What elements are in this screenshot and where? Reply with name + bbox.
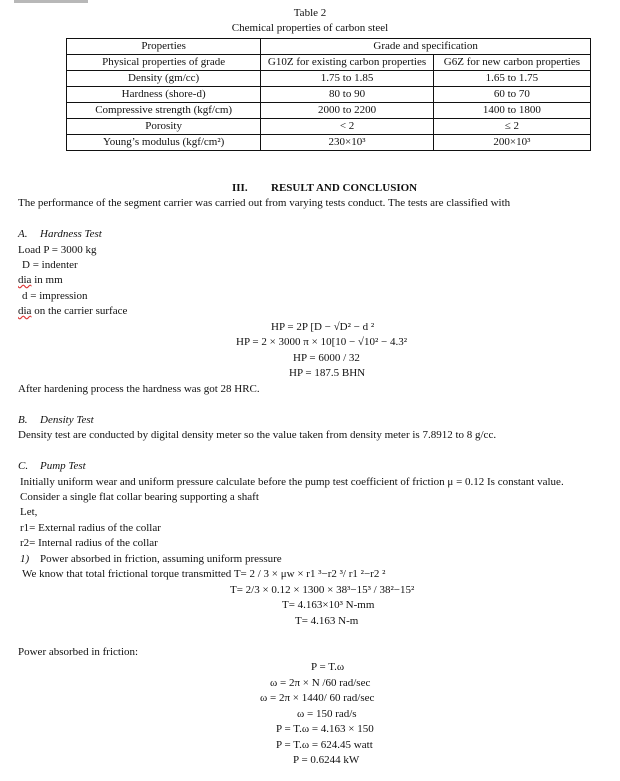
table-header-row xyxy=(67,39,591,55)
row-existing: 2000 to 2200 xyxy=(261,103,434,119)
dia-word: dia xyxy=(18,305,32,317)
hardness-line-mm xyxy=(18,273,63,289)
hardness-formula-1: HP = 2P [D − √D² − d ² xyxy=(271,321,375,333)
pump-sub-number: 1) xyxy=(20,553,30,565)
table-row xyxy=(67,103,591,119)
row-existing: 230×10³ xyxy=(261,135,434,151)
power-line-2: ω = 2π × N /60 rad/sec xyxy=(270,677,371,689)
row-new: 1400 to 1800 xyxy=(433,103,590,119)
properties-table xyxy=(66,38,591,151)
subheader-label: Physical properties of grade xyxy=(67,55,261,71)
power-label: Power absorbed in friction: xyxy=(18,646,139,658)
hardness-line-indenter: D = indenter xyxy=(22,259,78,271)
hardness-line-load: Load P = 3000 kg xyxy=(18,244,97,256)
hardness-line-surface-text: on the carrier surface xyxy=(34,305,128,317)
table-subheader-row xyxy=(67,55,591,71)
row-existing: 1.75 to 1.85 xyxy=(261,71,434,87)
hardness-line-impression: d = impression xyxy=(22,290,88,302)
subheader-new: G6Z for new carbon properties xyxy=(433,55,590,71)
density-heading: Density Test xyxy=(40,414,94,426)
row-new: ≤ 2 xyxy=(433,119,590,135)
row-property: Porosity xyxy=(67,119,261,135)
power-line-3: ω = 2π × 1440/ 60 rad/sec xyxy=(260,692,375,704)
hardness-formula-2: HP = 2 × 3000 π × 10[10 − √10² − 4.3² xyxy=(236,336,408,348)
pump-r2: r2= Internal radius of the collar xyxy=(20,537,158,549)
table-number: Table 2 xyxy=(293,7,327,19)
pump-heading: Pump Test xyxy=(40,460,86,472)
pump-torque-intro: We know that total frictional torque transmitted T= 2 / 3 × μw × r1 ³−r2 ³/ r1 ²−r2 ² xyxy=(22,568,386,580)
pump-torque-1: T= 2/3 × 0.12 × 1300 × 38³−15³ / 38²−15² xyxy=(230,584,415,596)
row-new: 1.65 to 1.75 xyxy=(433,71,590,87)
header-grade: Grade and specification xyxy=(261,39,591,55)
hardness-formula-3: HP = 6000 / 32 xyxy=(293,352,360,364)
pump-line-2: Consider a single flat collar bearing supporting a shaft xyxy=(20,491,259,503)
density-heading-letter: B. xyxy=(18,414,28,426)
hardness-result: After hardening process the hardness was got 28 HRC. xyxy=(18,383,260,395)
hardness-line-surface xyxy=(18,304,127,320)
dia-word: dia xyxy=(18,274,32,286)
power-line-7: P = 0.6244 kW xyxy=(293,754,360,766)
pump-let: Let, xyxy=(20,506,38,518)
row-new: 200×10³ xyxy=(433,135,590,151)
section-number: III. xyxy=(232,182,248,194)
pump-r1: r1= External radius of the collar xyxy=(20,522,161,534)
table-caption: Chemical properties of carbon steel xyxy=(231,22,389,34)
pump-line-1: Initially uniform wear and uniform pressure calculate before the pump test coefficient of friction μ = 0.12 Is constant value. xyxy=(20,476,564,488)
power-line-5: P = T.ω = 4.163 × 150 xyxy=(276,723,374,735)
header-properties: Properties xyxy=(67,39,261,55)
table-row xyxy=(67,135,591,151)
table-row xyxy=(67,119,591,135)
pump-sub-heading: Power absorbed in friction, assuming uniform pressure xyxy=(40,553,282,565)
section-title: RESULT AND CONCLUSION xyxy=(271,182,418,194)
table-row xyxy=(67,71,591,87)
section-intro: The performance of the segment carrier was carried out from varying tests conduct. The tests are classified with xyxy=(18,197,511,209)
power-line-1: P = T.ω xyxy=(311,661,345,673)
row-property: Compressive strength (kgf/cm) xyxy=(67,103,261,119)
pump-torque-3: T= 4.163 N-m xyxy=(295,615,359,627)
top-edge-bar xyxy=(14,0,88,3)
row-new: 60 to 70 xyxy=(433,87,590,103)
hardness-heading: Hardness Test xyxy=(40,228,102,240)
row-property: Hardness (shore-d) xyxy=(67,87,261,103)
subheader-existing: G10Z for existing carbon properties xyxy=(261,55,434,71)
row-property: Young’s modulus (kgf/cm²) xyxy=(67,135,261,151)
hardness-heading-letter: A. xyxy=(18,228,28,240)
power-line-6: P = T.ω = 624.45 watt xyxy=(276,739,373,751)
row-existing: < 2 xyxy=(261,119,434,135)
table-row xyxy=(67,87,591,103)
hardness-line-mm-text: in mm xyxy=(34,274,63,286)
pump-torque-2: T= 4.163×10³ N-mm xyxy=(282,599,375,611)
row-existing: 80 to 90 xyxy=(261,87,434,103)
row-property: Density (gm/cc) xyxy=(67,71,261,87)
density-text: Density test are conducted by digital density meter so the value taken from density meter is 7.8912 to 8 g/cc. xyxy=(18,429,497,441)
hardness-formula-4: HP = 187.5 BHN xyxy=(289,367,366,379)
power-line-4: ω = 150 rad/s xyxy=(297,708,357,720)
pump-heading-letter: C. xyxy=(18,460,29,472)
